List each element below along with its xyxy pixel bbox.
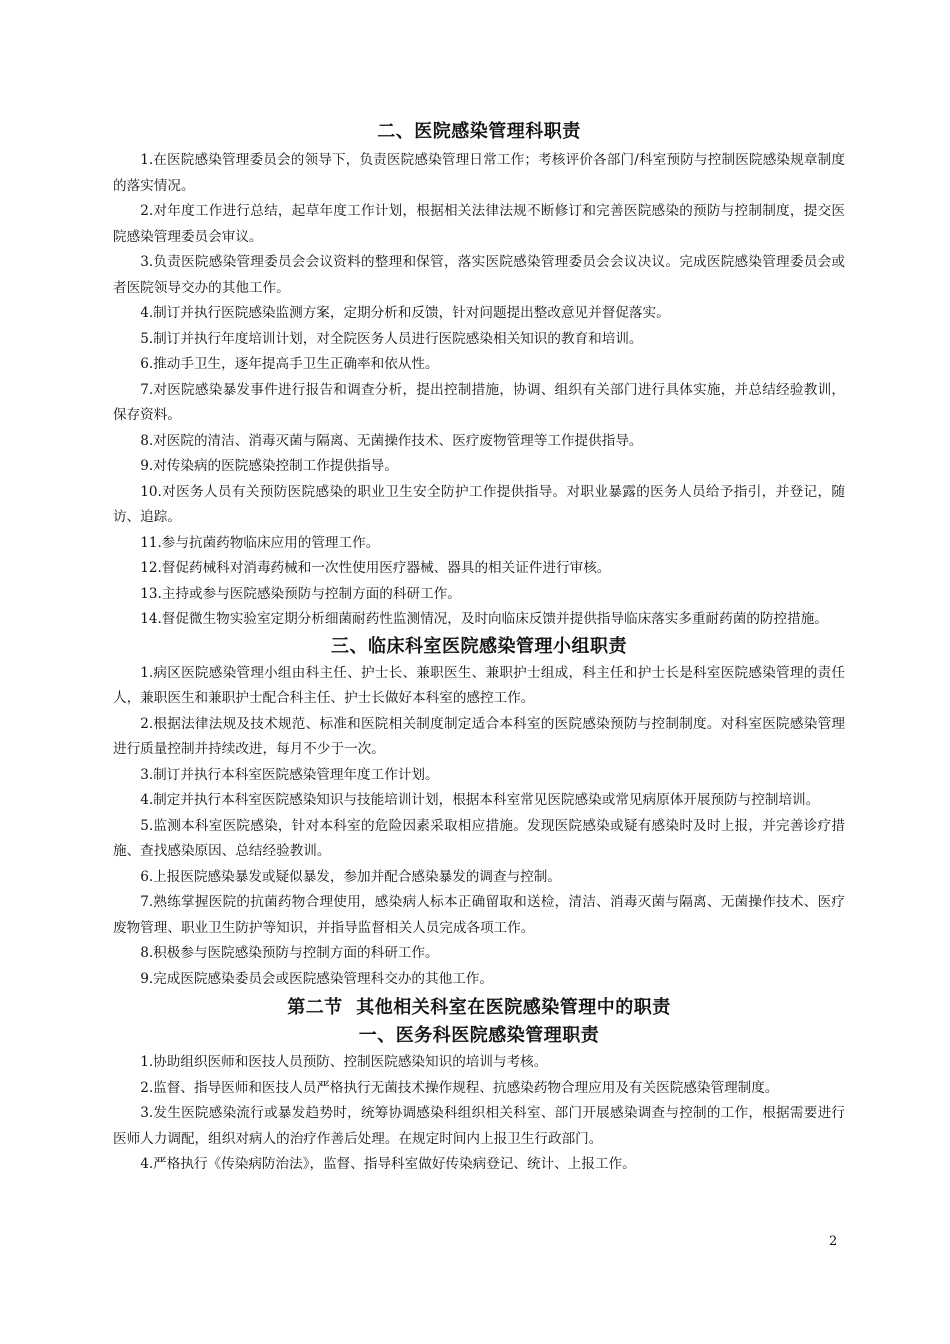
list-item: 11.参与抗菌药物临床应用的管理工作。 bbox=[140, 534, 380, 551]
list-item: 8.对医院的清洁、消毒灭菌与隔离、无菌操作技术、医疗废物管理等工作提供指导。 bbox=[140, 432, 643, 449]
list-item: 9.完成医院感染委员会或医院感染管理科交办的其他工作。 bbox=[140, 970, 493, 987]
list-item: 1.协助组织医师和医技人员预防、控制医院感染知识的培训与考核。 bbox=[140, 1054, 548, 1070]
section-heading-medical-affairs: 一、医务科医院感染管理职责 bbox=[358, 1025, 600, 1046]
list-item: 6.推动手卫生，逐年提高手卫生正确率和依从性。 bbox=[140, 356, 439, 372]
list-item: 5.监测本科室医院感染，针对本科室的危险因素采取相应措施。发现医院感染或疑有感染时及时上报，并完善诊疗措施、查找感染原因、总结经验教训。 bbox=[113, 817, 845, 859]
list-item: 7.对医院感染暴发事件进行报告和调查分析，提出控制措施，协调、组织有关部门进行具体实施，并总结经验教训，保存资料。 bbox=[113, 381, 845, 423]
chapter-heading: 第二节 其他相关科室在医院感染管理中的职责 bbox=[287, 997, 671, 1018]
section-body-medical-affairs bbox=[113, 1050, 845, 1178]
section-body-infection-dept bbox=[113, 148, 845, 633]
list-item: 1.在医院感染管理委员会的领导下，负责医院感染管理日常工作；考核评价各部门/科室预防与控制医院感染规章制度的落实情况。 bbox=[113, 152, 845, 194]
list-item: 2.根据法律法规及技术规范、标准和医院相关制度制定适合本科室的医院感染预防与控制制度。对科室医院感染管理进行质量控制并持续改进，每月不少于一次。 bbox=[113, 715, 845, 757]
section-heading-clinical-group: 三、临床科室医院感染管理小组职责 bbox=[331, 635, 627, 657]
list-item: 4.严格执行《传染病防治法》，监督、指导科室做好传染病登记、统计、上报工作。 bbox=[140, 1156, 636, 1172]
list-item: 8.积极参与医院感染预防与控制方面的科研工作。 bbox=[140, 945, 439, 961]
list-item: 5.制订并执行年度培训计划，对全院医务人员进行医院感染相关知识的教育和培训。 bbox=[140, 330, 643, 347]
list-item: 14.督促微生物实验室定期分析细菌耐药性监测情况，及时向临床反馈并提供指导临床落实多重耐药菌的防控措施。 bbox=[140, 611, 828, 627]
page-number: 2 bbox=[829, 1234, 838, 1249]
list-item: 3.负责医院感染管理委员会会议资料的整理和保管，落实医院感染管理委员会会议决议。完成医院感染管理委员会或者医院领导交办的其他工作。 bbox=[113, 254, 845, 296]
document-page bbox=[113, 118, 845, 1178]
list-item: 6.上报医院感染暴发或疑似暴发，参加并配合感染暴发的调查与控制。 bbox=[140, 868, 561, 885]
list-item: 2.监督、指导医师和医技人员严格执行无菌技术操作规程、抗感染药物合理应用及有关医院感染管理制度。 bbox=[140, 1079, 779, 1096]
list-item: 9.对传染病的医院感染控制工作提供指导。 bbox=[140, 458, 398, 474]
list-item: 4.制订并执行医院感染监测方案，定期分析和反馈，针对问题提出整改意见并督促落实。 bbox=[140, 305, 670, 321]
list-item: 7.熟练掌握医院的抗菌药物合理使用，感染病人标本正确留取和送检，清洁、消毒灭菌与隔离、无菌操作技术、医疗废物管理、职业卫生防护等知识，并指导监督相关人员完成各项工作。 bbox=[113, 894, 845, 936]
list-item: 1.病区医院感染管理小组由科主任、护士长、兼职医生、兼职护士组成，科主任和护士长是科室医院感染管理的责任人，兼职医生和兼职护士配合科主任、护士长做好本科室的感控工作。 bbox=[113, 664, 845, 706]
list-item: 3.制订并执行本科室医院感染管理年度工作计划。 bbox=[140, 766, 439, 783]
list-item: 2.对年度工作进行总结，起草年度工作计划，根据相关法律法规不断修订和完善医院感染的预防与控制制度，提交医院感染管理委员会审议。 bbox=[113, 203, 845, 245]
section-body-clinical-group bbox=[113, 661, 845, 993]
list-item: 10.对医务人员有关预防医院感染的职业卫生安全防护工作提供指导。对职业暴露的医务人员给予指引，并登记，随访、追踪。 bbox=[113, 483, 845, 525]
list-item: 13.主持或参与医院感染预防与控制方面的科研工作。 bbox=[140, 585, 461, 602]
list-item: 3.发生医院感染流行或暴发趋势时，统筹协调感染科组织相关科室、部门开展感染调查与控制的工作，根据需要进行医师人力调配，组织对病人的治疗作善后处理。在规定时间内上报卫生行政部门。 bbox=[113, 1105, 845, 1147]
list-item: 12.督促药械科对消毒药械和一次性使用医疗器械、器具的相关证件进行审核。 bbox=[140, 560, 611, 576]
section-heading-infection-dept: 二、医院感染管理科职责 bbox=[377, 121, 581, 142]
list-item: 4.制定并执行本科室医院感染知识与技能培训计划，根据本科室常见医院感染或常见病原体开展预防与控制培训。 bbox=[140, 792, 820, 808]
